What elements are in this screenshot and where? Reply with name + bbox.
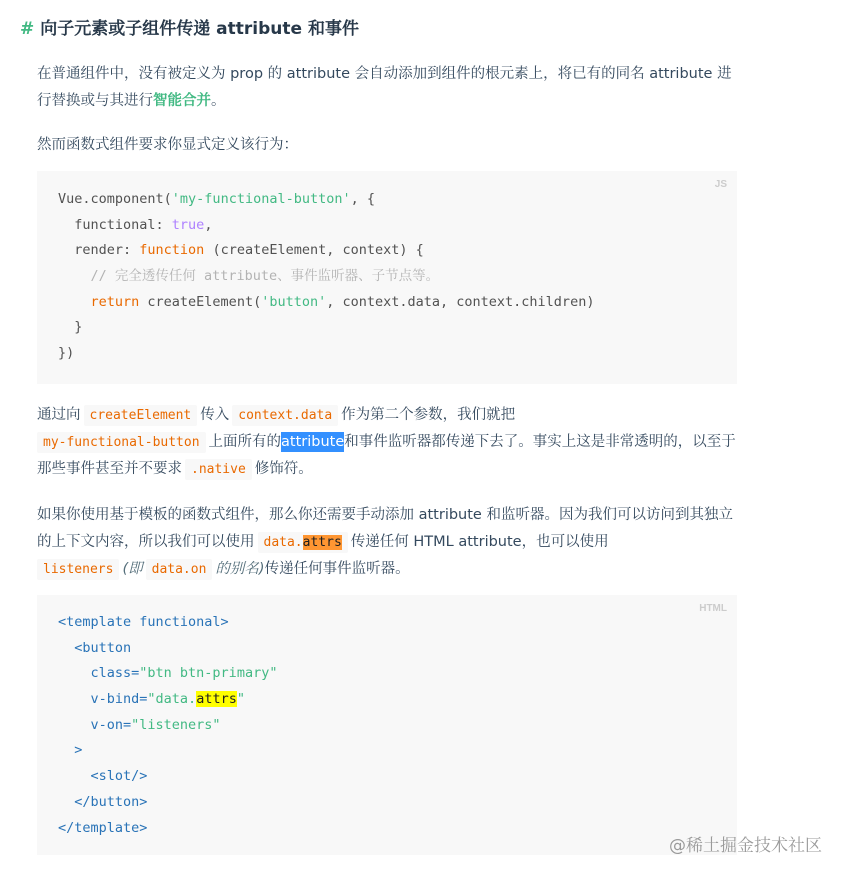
code-line: <slot/> [58, 768, 148, 785]
inline-code: my-functional-button [37, 432, 206, 453]
code-line: render: function (createElement, context) { [58, 242, 424, 259]
code-block-js [37, 171, 737, 384]
code-line: > [58, 742, 83, 759]
code-block-html [37, 595, 737, 855]
paragraph-createelement: 通过向 createElement 传入 context.data 作为第二个参数，我们就把 my-functional-button 上面所有的attribute和事件监听器都传递下去了。事实上这是非常透明的，以至于那些事件甚至并不要求 .native 修饰符。 [37, 402, 737, 483]
inline-code: listeners [37, 559, 119, 580]
code-language-label: HTML [699, 603, 727, 614]
code-line: Vue.component('my-functional-button', { [58, 191, 375, 207]
code-line: } [58, 319, 83, 336]
code-line: class="btn btn-primary" [58, 665, 278, 682]
selected-text: attribute [281, 434, 345, 450]
paragraph-template: 如果你使用基于模板的函数式组件，那么你还需要手动添加 attribute 和监听器。因为我们可以访问到其独立的上下文内容，所以我们可以使用 data.attrs 传递任何 HTML attribute，也可以使用 listeners (即 data.on 的别名)传递任何事件监听器。 [37, 502, 737, 583]
code-line: return createElement('button', context.data, context.children) [58, 293, 595, 310]
smart-merge-link[interactable]: 智能合并 [153, 93, 211, 109]
paragraph-functional [37, 132, 737, 159]
code-comment: // 完全透传任何 attribute、事件监听器、子节点等。 [58, 268, 440, 285]
inline-code-data-attrs: data.attrs [258, 532, 348, 553]
code-line: v-bind="data.attrs" [58, 691, 245, 708]
inline-code: context.data [232, 405, 338, 426]
code-line: <template functional> [58, 614, 229, 630]
paragraph-text: 。 [211, 93, 226, 109]
code-line: </button> [58, 793, 148, 810]
inline-code: data.on [146, 559, 213, 580]
code-line: v-on="listeners" [58, 716, 221, 733]
search-highlight: attrs [302, 535, 342, 550]
paragraph-text: 在普通组件中，没有被定义为 prop 的 attribute 会自动添加到组件的根元素上，将已有的同名 attribute 进行替换或与其进行 [37, 66, 732, 109]
heading-title: 向子元素或子组件传递 attribute 和事件 [40, 19, 359, 39]
code-line: }) [58, 345, 75, 362]
code-language-label: JS [714, 179, 727, 190]
heading-anchor-link[interactable]: # [20, 19, 35, 39]
code-line: functional: true, [58, 216, 213, 233]
code-line: </template> [58, 819, 148, 836]
search-highlight: attrs [196, 691, 237, 708]
section-heading [20, 14, 359, 39]
watermark: @稀土掘金技术社区 [669, 836, 822, 856]
paragraph-text: 然而函数式组件要求你显式定义该行为： [37, 137, 298, 153]
inline-code: .native [185, 459, 252, 480]
paragraph-intro [37, 61, 737, 115]
code-line: <button [58, 639, 132, 656]
inline-code: createElement [84, 405, 198, 426]
